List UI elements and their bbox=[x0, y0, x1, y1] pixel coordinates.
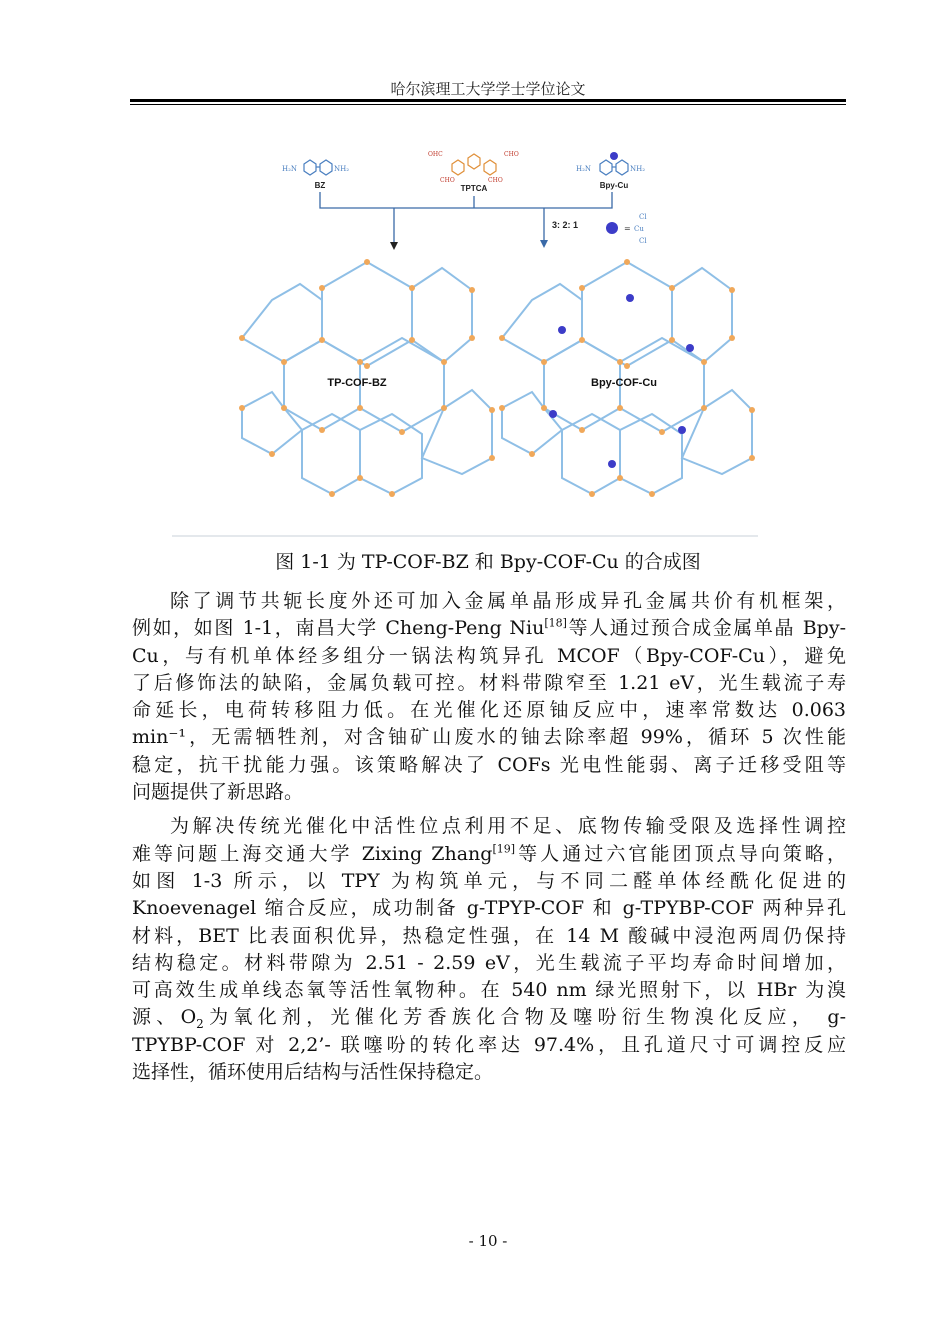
header-rule-thick bbox=[130, 99, 846, 102]
bz-h2n-label: H₂N bbox=[282, 165, 298, 173]
p2-line-2a: 难等问题上海交通大学 Zixing Zhang bbox=[132, 842, 493, 865]
p2-line-5: 材料，BET 比表面积优异，热稳定性强，在 14 M 酸碱中浸泡两周仍保持 bbox=[132, 924, 846, 947]
running-header: 哈尔滨理工大学学士学位论文 bbox=[390, 80, 586, 98]
p1-line-3: Cu，与有机单体经多组分一锅法构筑异孔 MCOF（Bpy-COF-Cu），避免 bbox=[132, 644, 846, 667]
tp-cof-bz-label: TP-COF-BZ bbox=[327, 377, 387, 389]
svg-text:=: = bbox=[624, 224, 631, 233]
paragraph-1 bbox=[132, 588, 846, 806]
p2-line-10: 选择性，循环使用后结构与活性保持稳定。 bbox=[132, 1061, 494, 1084]
p1-line-7: 稳定，抗干扰能力强。该策略解决了 COFs 光电性能弱、离子迁移受阻等 bbox=[132, 753, 846, 776]
legend-cl-label-2: Cl bbox=[639, 237, 647, 245]
tptca-cho-label-3: CHO bbox=[488, 177, 503, 184]
figure-caption: 图 1-1 为 TP-COF-BZ 和 Bpy-COF-Cu 的合成图 bbox=[275, 551, 701, 573]
legend-cu-label: Cu bbox=[634, 225, 644, 233]
header-rule-thin bbox=[130, 104, 846, 105]
tptca-cho-label-2: CHO bbox=[440, 177, 455, 184]
paragraph-2 bbox=[132, 813, 846, 1086]
p2-line-7: 可高效生成单线态氧等活性氧物种。在 540 nm 绿光照射下，以 HBr 为溴 bbox=[132, 979, 846, 1002]
bz-nh2-label: NH₂ bbox=[334, 165, 350, 173]
p1-line-4: 了后修饰法的缺陷，金属负载可控。材料带隙窄至 1.21 eV，光生载流子寿 bbox=[132, 671, 846, 694]
tptca-label: TPTCA bbox=[460, 184, 488, 193]
legend-cl-label-1: Cl bbox=[639, 213, 647, 221]
bpy-cof-cu-label: Bpy-COF-Cu bbox=[591, 377, 657, 389]
o2-subscript: 2 bbox=[196, 1017, 204, 1032]
ref-18: [18] bbox=[544, 616, 567, 630]
body-text bbox=[132, 588, 846, 1086]
p2-line-8a: 源、O bbox=[132, 1006, 197, 1029]
ref-19: [19] bbox=[492, 842, 516, 856]
synthesis-figure bbox=[172, 138, 758, 540]
p2-line-1: 为解决传统光催化中活性位点利用不足、底物传输受限及选择性调控 bbox=[170, 815, 846, 838]
cu-legend bbox=[606, 213, 647, 245]
ratio-label: 3: 2: 1 bbox=[552, 220, 579, 230]
p1-line-2a: 例如，如图 1-1，南昌大学 Cheng-Peng Niu bbox=[132, 617, 545, 640]
page-number: - 10 - bbox=[468, 1232, 508, 1250]
bpycu-molecule bbox=[576, 152, 645, 190]
p1-line-5: 命延长，电荷转移阻力低。在光催化还原铀反应中，速率常数达 0.063 bbox=[132, 699, 846, 722]
bz-label: BZ bbox=[314, 181, 326, 190]
bpy-nh2-label: NH₂ bbox=[630, 165, 646, 173]
p2-line-8b: 为氧化剂，光催化芳香族化合物及噻吩衍生物溴化反应， g- bbox=[203, 1006, 846, 1029]
p2-line-2b: 等人通过六官能团顶点导向策略， bbox=[515, 842, 846, 865]
p2-line-6: 结构稳定。材料带隙为 2.51 - 2.59 eV，光生载流子平均寿命时间增加， bbox=[132, 951, 846, 974]
p1-line-6: min⁻¹，无需牺牲剂，对含铀矿山废水的铀去除率超 99%，循环 5 次性能 bbox=[132, 726, 846, 749]
p2-line-4: Knoevenagel 缩合反应，成功制备 g-TPYP-COF 和 g-TPYBP-COF 两种异孔 bbox=[132, 897, 846, 920]
bpy-h2n-label: H₂N bbox=[576, 165, 592, 173]
tptca-cho-label-1: CHO bbox=[504, 151, 519, 158]
p1-line-2b: 等人通过预合成金属单晶 Bpy- bbox=[566, 617, 846, 640]
p1-line-2 bbox=[132, 615, 846, 642]
tptca-ohc-label: OHC bbox=[428, 151, 443, 158]
bz-molecule bbox=[282, 160, 349, 190]
bpy-cof-cu-framework bbox=[499, 259, 755, 497]
tptca-molecule bbox=[428, 151, 519, 193]
p1-line-1: 除了调节共轭长度外还可加入金属单晶形成异孔金属共价有机框架， bbox=[170, 590, 846, 612]
tp-cof-bz-framework bbox=[239, 259, 495, 497]
bpycu-label: Bpy-Cu bbox=[599, 181, 629, 190]
p2-line-9: TPYBP-COF 对 2,2’- 联噻吩的转化率达 97.4%，且孔道尺寸可调控反应 bbox=[132, 1033, 846, 1056]
p1-line-8: 问题提供了新思路。 bbox=[132, 781, 304, 804]
p2-line-3: 如图 1-3 所示，以 TPY 为构筑单元，与不同二醛单体经酰化促进的 bbox=[132, 869, 846, 892]
p2-line-2 bbox=[132, 841, 846, 868]
p2-line-8 bbox=[132, 1004, 846, 1031]
